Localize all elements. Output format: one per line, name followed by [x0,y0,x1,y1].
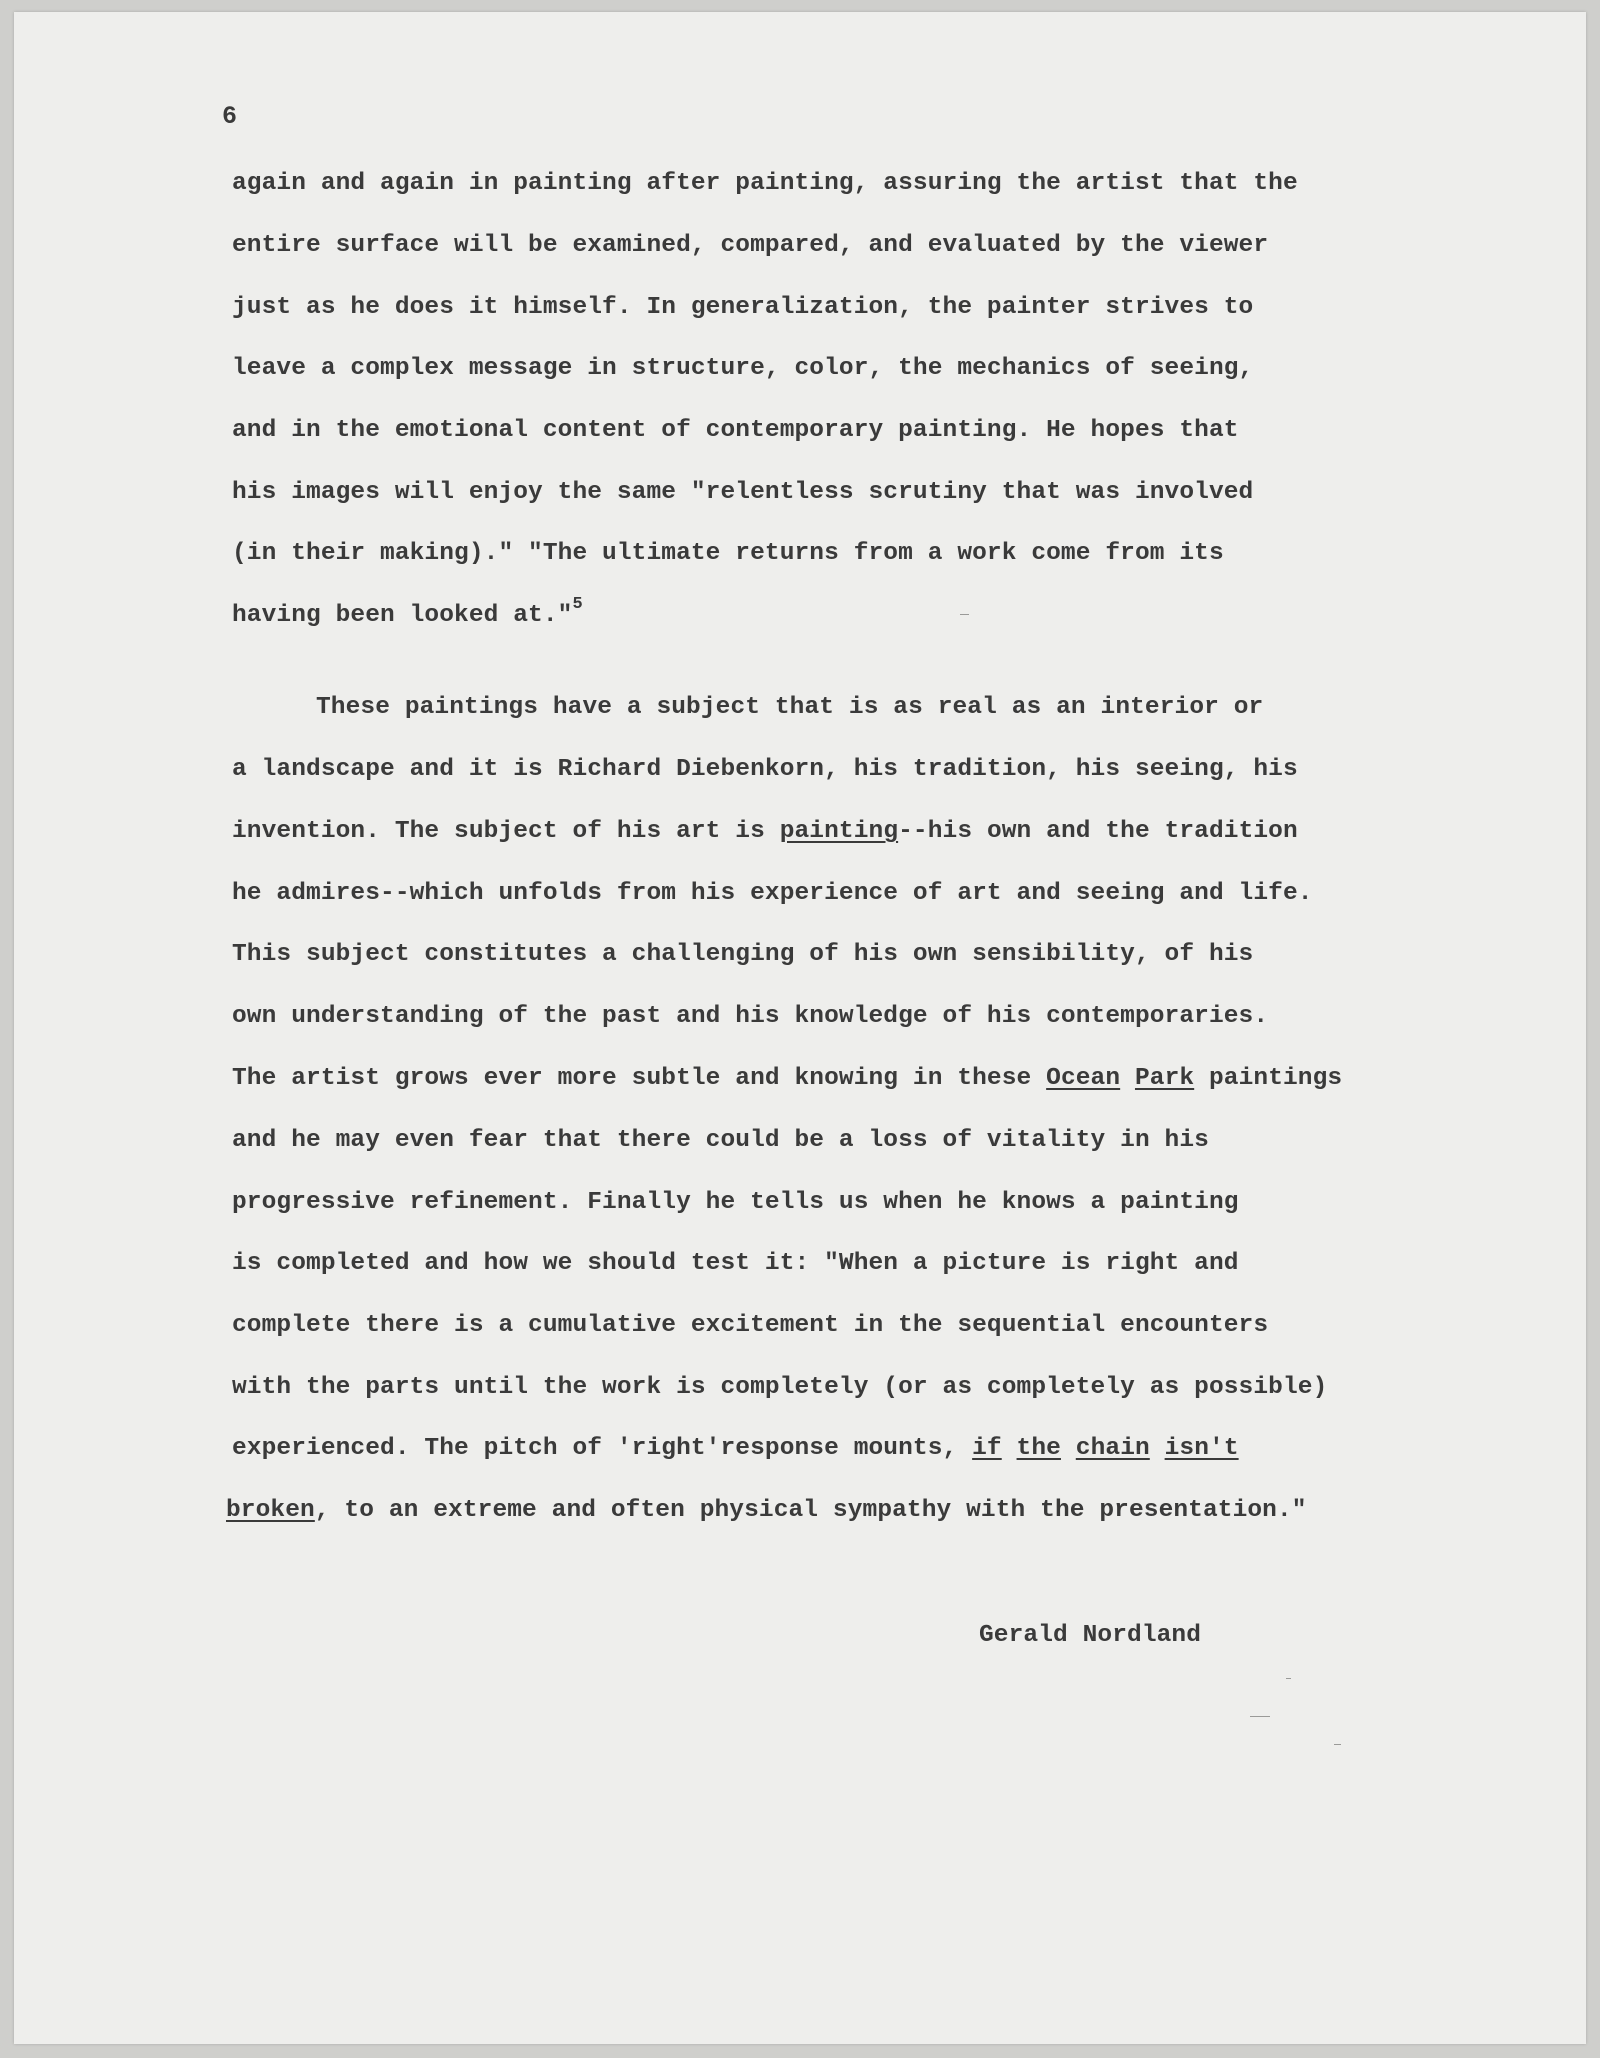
line-text: paintings [1194,1065,1343,1092]
paragraph-2-line: own understanding of the past and his knowledge of his contemporaries. [232,1003,1269,1030]
paragraph-2-line: and he may even fear that there could be a loss of vitality in his [232,1127,1209,1154]
footnote-marker: 5 [572,595,583,614]
typewritten-page [14,12,1586,2044]
paper-speck [1250,1716,1270,1717]
paragraph-1-line: entire surface will be examined, compared, and evaluated by the viewer [232,232,1269,259]
underlined-title: Ocean [1046,1065,1121,1092]
paragraph-2-line [232,818,1298,845]
paper-speck [1286,1678,1291,1679]
paragraph-2-line [232,1435,1239,1462]
underlined-word: painting [779,818,899,845]
paragraph-1-line: again and again in painting after painting, assuring the artist that the [232,170,1298,197]
paper-speck [1334,1744,1341,1745]
paragraph-1-line: his images will enjoy the same "relentless scrutiny that was involved [232,479,1254,506]
paragraph-2-line: he admires--which unfolds from his experience of art and seeing and life. [232,880,1313,907]
paragraph-1-line: just as he does it himself. In generalization, the painter strives to [232,294,1254,321]
paragraph-2-line: This subject constitutes a challenging of his own sensibility, of his [232,941,1254,968]
paragraph-2-line: complete there is a cumulative excitement in the sequential encounters [232,1312,1269,1339]
page-number: 6 [222,102,238,131]
underlined-word: if [972,1435,1002,1462]
author-signature: Gerald Nordland [979,1622,1202,1649]
line-text: The artist grows ever more subtle and knowing in these [232,1065,1047,1092]
quote-end-text: having been looked at." [232,602,573,629]
paragraph-2-line [232,1065,1342,1092]
paragraph-1-line: leave a complex message in structure, color, the mechanics of seeing, [232,355,1254,382]
paragraph-2-line [226,1497,1307,1524]
paragraph-1-line: and in the emotional content of contemporary painting. He hopes that [232,417,1239,444]
underlined-word: chain [1075,1435,1150,1462]
line-text: invention. The subject of his art is [232,818,780,845]
underlined-word: broken [226,1497,315,1524]
underlined-word: the [1016,1435,1061,1462]
paragraph-2-line: with the parts until the work is completely (or as completely as possible) [232,1374,1328,1401]
underlined-word: isn't [1164,1435,1239,1462]
underlined-title: Park [1134,1065,1195,1092]
line-text: experienced. The pitch of 'right'response mounts, [232,1435,973,1462]
paragraph-2-line: progressive refinement. Finally he tells us when he knows a painting [232,1189,1239,1216]
paragraph-2-line: is completed and how we should test it: "When a picture is right and [232,1250,1239,1277]
paragraph-2-line: a landscape and it is Richard Diebenkorn, his tradition, his seeing, his [232,756,1298,783]
paper-speck [960,614,969,615]
paragraph-2-line: These paintings have a subject that is as real as an interior or [316,694,1264,721]
paragraph-1-line: (in their making)." "The ultimate returns from a work come from its [232,540,1224,567]
line-text: --his own and the tradition [898,818,1298,845]
paragraph-1-line [232,595,583,629]
line-text: , to an extreme and often physical sympathy with the presentation." [314,1497,1307,1524]
